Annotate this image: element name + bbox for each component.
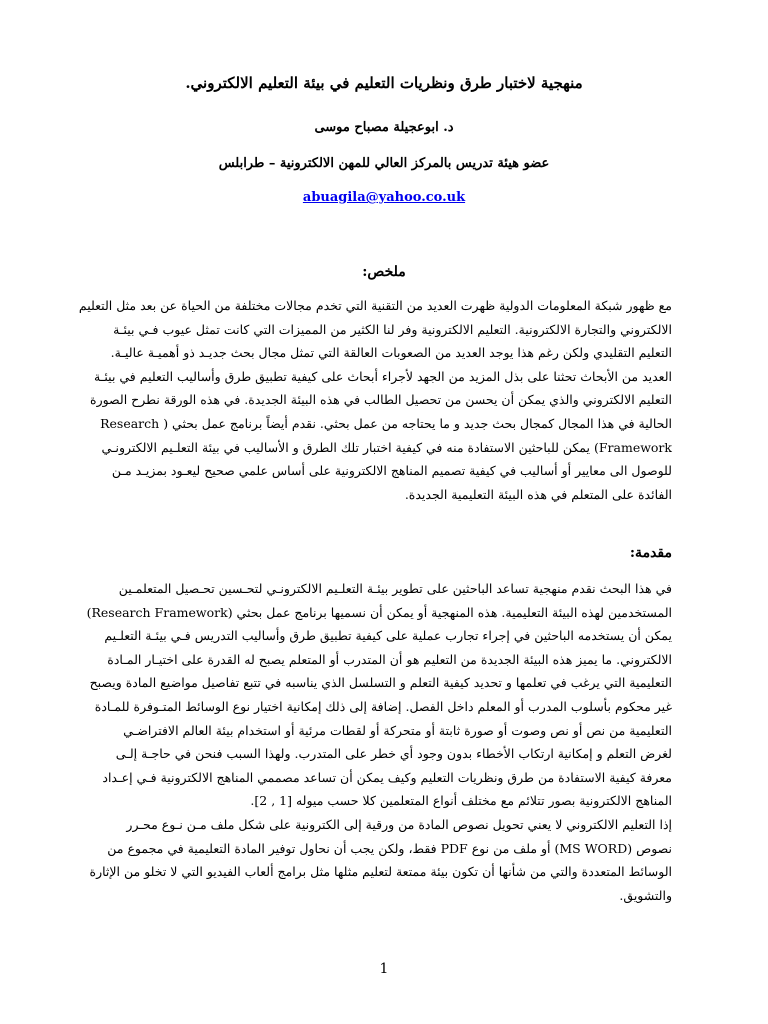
- intro-line: لغرض التعلم و إمكانية ارتكاب الأخطاء بدون وجود أي خطر على المتدرب. ولهذا السبب فنحن في حاجـة إلـى: [115, 746, 672, 762]
- introduction-heading: مقدمة:: [629, 545, 672, 561]
- abstract-heading: ملخص:: [362, 264, 406, 280]
- intro-line: التعليمية من نص أو نص وصوت أو صورة ثابتة أو متحركة أو لقطات مرئية أو استخدام بيئة العالم الافتراضـي: [123, 722, 672, 738]
- abstract-line: الحالية في هذا المجال كمجال بحث جديد و ما يحتاجه من عمل بحثي. نقدم أيضاً برنامج عمل بحثي ( Research: [100, 415, 672, 431]
- abstract-line: الفائدة على المتعلم في هذه البيئة التعليمية الجديدة.: [404, 486, 672, 502]
- abstract-line: مع ظهور شبكة المعلومات الدولية ظهرت العديد من التقنية التي تخدم مجالات مختلفة من الحياة عن بعد مثل التعليم: [78, 298, 672, 313]
- paper-title: منهجية لاختبار طرق ونظريات التعليم في بيئة التعليم الالكتروني.: [185, 74, 583, 92]
- abstract-line: التعليم الالكتروني والذي يمكن أن يحسن من تحصيل الطالب في هذه البيئة الجديدة. في هذه الورقة نطرح الصورة: [90, 392, 672, 408]
- author-affiliation: عضو هيئة تدريس بالمركز العالي للمهن الالكترونية – طرابلس: [218, 156, 550, 171]
- intro-line: التعليمية التي يرغب في تعلمها و تحديد كيفية التعلم و التسلسل الذي يناسبه في تتبع تفاصيل مواضيع المادة ويصبح: [89, 675, 672, 691]
- author-email: [96, 190, 672, 205]
- email-link[interactable]: abuagila@yahoo.co.uk: [302, 190, 466, 205]
- intro-line: في هذا البحث نقدم منهجية تساعد الباحثين على تطوير بيئـة التعلـيم الالكترونـي لتحـسين تحـصيل المتعلمـين: [118, 581, 672, 596]
- intro-line: غير محكوم بأسلوب المدرب أو المعلم داخل الفصل. إضافة إلى ذلك إمكانية اختيار نوع الوسائط المتـوفرة للمـادة: [94, 698, 672, 714]
- abstract-line: الالكتروني والتجارة الالكترونية. التعليم الالكترونية وفر لنا الكثير من المميزات التي كانت تمثل عيوب فـي بيئـة: [113, 321, 672, 337]
- intro-line: المستخدمين لهذه البيئة التعليمية. هذه المنهجية أو يمكن أن نسميها برنامج عمل بحثي (Research Framework): [86, 604, 672, 620]
- intro-line: الالكتروني. ما يميز هذه البيئة الجديدة من التعليم هو أن المتدرب أو المتعلم يصبح له القدرة على اختيـار المـادة: [107, 651, 672, 667]
- introduction-body: [86, 577, 672, 907]
- page-number: 1: [379, 961, 389, 977]
- abstract-line: التعليم التقليدي ولكن رغم هذا يوجد العديد من الصعوبات العالقة التي تمثل مجال بحث جديـد ذو أهميـة عاليـة.: [110, 345, 672, 361]
- abstract-line: للوصول الى معايير أو أساليب في كيفية تصميم المناهج الالكترونية على أساس علمي صحيح ليعـود بمزيـد مـن: [111, 463, 672, 479]
- document-page: [78, 0, 672, 1024]
- intro-line: إذا التعليم الالكتروني لا يعني تحويل نصوص المادة من ورقية إلى الكترونية على شكل ملف مـن نـوع محـرر: [126, 816, 672, 832]
- intro-line: والتشويق.: [619, 887, 672, 903]
- intro-line: الوسائط المتعددة والتي من شأنها أن تكون بيئة ممتعة لتعليم مثلها مثل برامج ألعاب الفيديو التي لا تخلو من الإثارة: [89, 864, 672, 880]
- intro-line: المناهج الالكترونية بصور تتلائم مع مختلف أنواع المتعلمين كلا حسب ميوله [1 , 2].: [250, 793, 672, 809]
- abstract-line: Framework) يمكن للباحثين الاستفادة منه في كيفية اختبار تلك الطرق و الأساليب في بيئة التعلـيم الالكترونـي: [101, 439, 672, 455]
- intro-line: معرفة كيفية الاستفادة من طرق ونظريات التعليم وكيف يمكن أن تساعد مصممي المناهج الالكترونية فـي إعـداد: [102, 769, 672, 785]
- author-name: د. ابوعجيلة مصباح موسى: [314, 120, 454, 135]
- intro-line: نصوص (MS WORD) أو ملف من نوع PDF فقط، ولكن يجب أن نحاول توفير المادة التعليمية في مجموع من: [107, 840, 672, 856]
- intro-line: يمكن أن يستخدمه الباحثين في إجراء تجارب عملية على كيفية تطبيق طرق وأساليب التدريس فـي بيئـة التعلـيم: [104, 628, 672, 644]
- abstract-line: العديد من الأبحاث تحثنا على بذل المزيد من الجهد لأجراء أبحاث على كيفية تطبيق طرق وأساليب التعليم في بيئـة: [94, 368, 672, 384]
- abstract-body: [78, 294, 672, 506]
